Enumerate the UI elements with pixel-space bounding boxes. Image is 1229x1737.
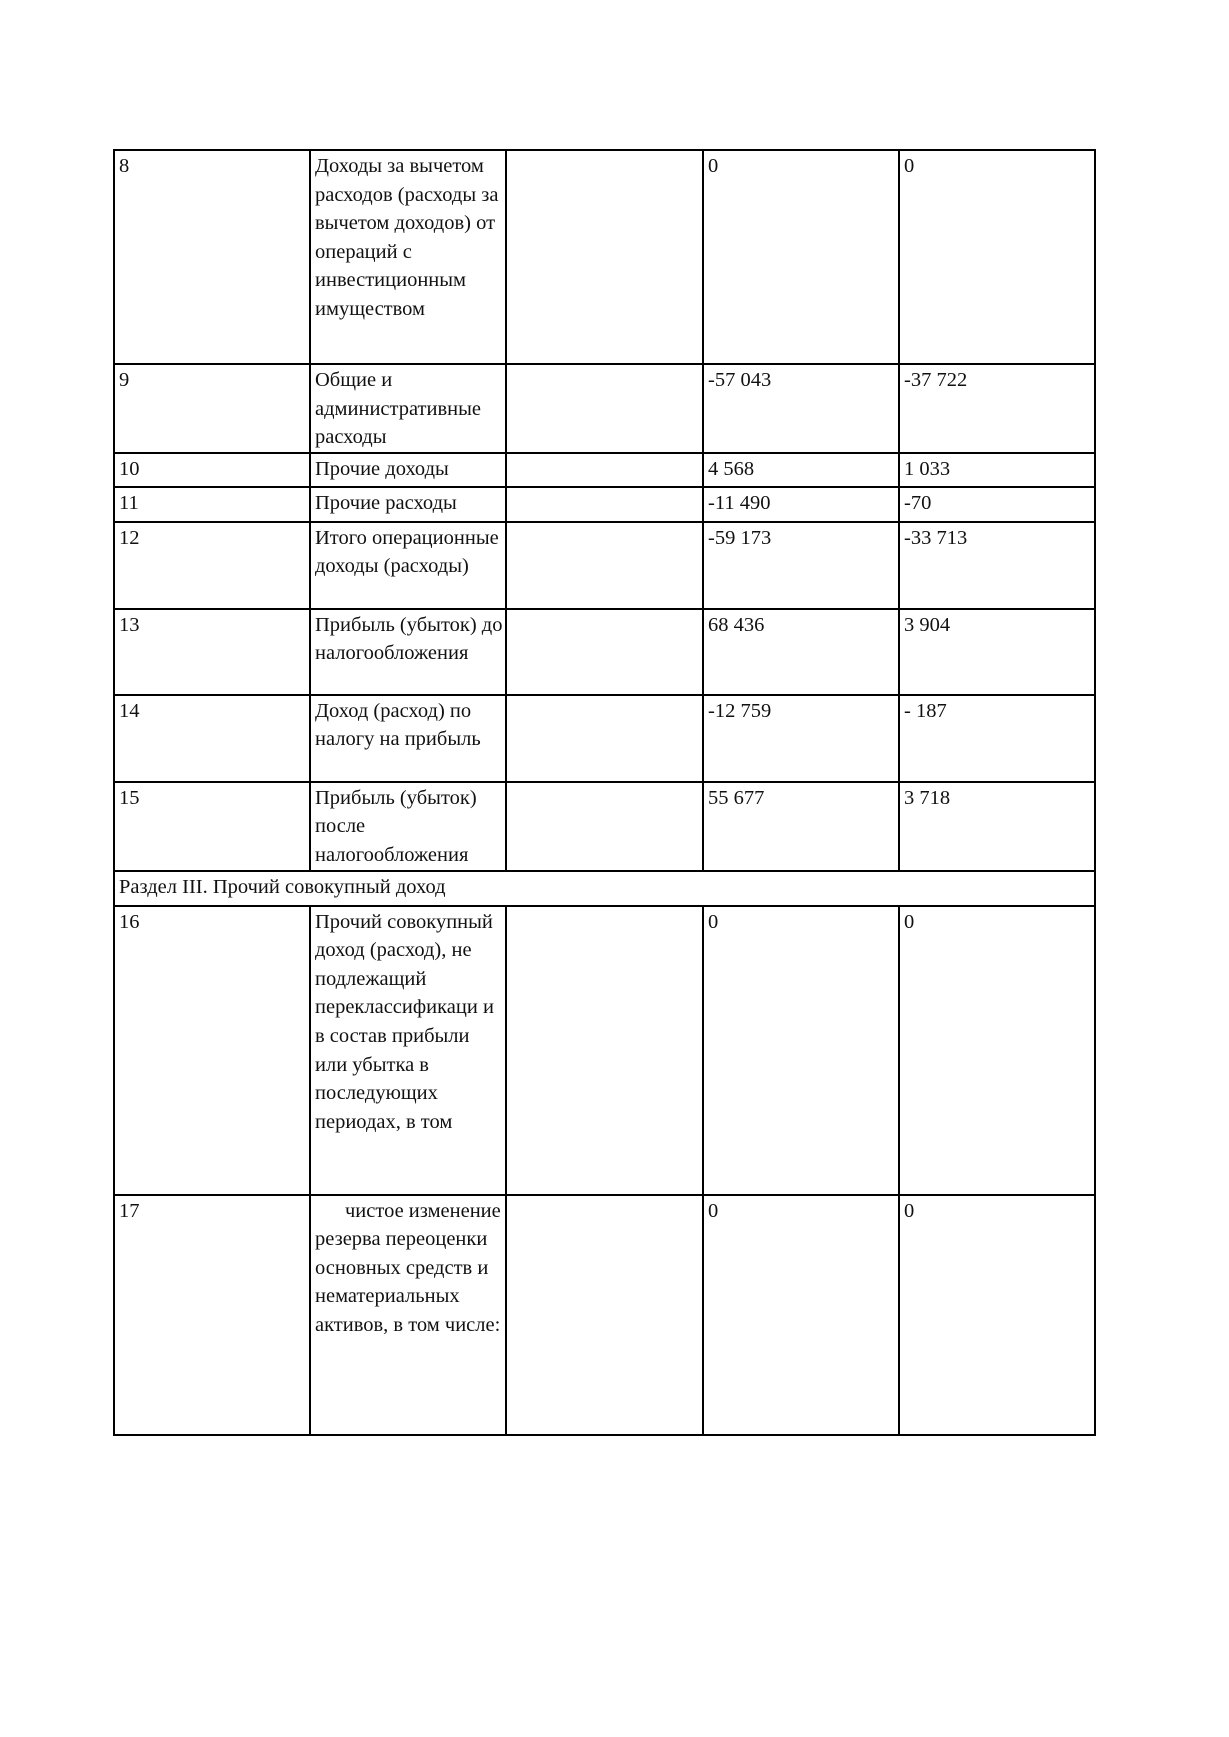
row-current-value: -57 043 [703,364,899,453]
row-number: 15 [114,782,310,871]
row-note [506,522,703,609]
row-previous-value: -70 [899,487,1095,522]
row-label [310,1195,506,1435]
row-number: 13 [114,609,310,695]
row-note [506,906,703,1195]
row-current-value: 0 [703,1195,899,1435]
row-note [506,364,703,453]
row-number: 12 [114,522,310,609]
row-label: Прочий совокупный доход (расход), не подлежащий переклассификаци и в состав прибыли или убытка в последующих периодах, в том [310,906,506,1195]
row-previous-value: 3 904 [899,609,1095,695]
table-row [114,695,1095,782]
section-title: Раздел III. Прочий совокупный доход [114,871,1095,906]
row-current-value: -11 490 [703,487,899,522]
row-current-value: 0 [703,906,899,1195]
table-row [114,1195,1095,1435]
row-previous-value: - 187 [899,695,1095,782]
row-note [506,453,703,487]
row-note [506,487,703,522]
row-previous-value: 0 [899,150,1095,364]
row-number: 16 [114,906,310,1195]
row-previous-value: 1 033 [899,453,1095,487]
table-row [114,609,1095,695]
row-note [506,695,703,782]
row-note [506,782,703,871]
row-number: 10 [114,453,310,487]
row-label: Прочие доходы [310,453,506,487]
section-header-row [114,871,1095,906]
row-previous-value: 3 718 [899,782,1095,871]
row-previous-value: 0 [899,1195,1095,1435]
row-previous-value: 0 [899,906,1095,1195]
table-row [114,453,1095,487]
row-label: Прочие расходы [310,487,506,522]
row-label: Общие и административные расходы [310,364,506,453]
financial-results-table [113,149,1096,1436]
table-row [114,150,1095,364]
row-label: Доход (расход) по налогу на прибыль [310,695,506,782]
row-current-value: -12 759 [703,695,899,782]
row-label-text: чистое изменение резерва переоценки основных средств и нематериальных активов, в том числе: [315,1199,501,1336]
row-current-value: 68 436 [703,609,899,695]
table-row [114,522,1095,609]
row-previous-value: -33 713 [899,522,1095,609]
row-current-value: 55 677 [703,782,899,871]
row-note [506,150,703,364]
table-row [114,487,1095,522]
row-label: Прибыль (убыток) после налогообложения [310,782,506,871]
row-number: 8 [114,150,310,364]
row-current-value: 4 568 [703,453,899,487]
row-current-value: -59 173 [703,522,899,609]
row-number: 17 [114,1195,310,1435]
row-number: 14 [114,695,310,782]
row-number: 11 [114,487,310,522]
row-label: Прибыль (убыток) до налогообложения [310,609,506,695]
row-previous-value: -37 722 [899,364,1095,453]
row-current-value: 0 [703,150,899,364]
table-row [114,906,1095,1195]
row-note [506,1195,703,1435]
table-row [114,364,1095,453]
row-number: 9 [114,364,310,453]
row-note [506,609,703,695]
row-label: Итого операционные доходы (расходы) [310,522,506,609]
table-row [114,782,1095,871]
row-label: Доходы за вычетом расходов (расходы за вычетом доходов) от операций с инвестиционным имуществом [310,150,506,364]
